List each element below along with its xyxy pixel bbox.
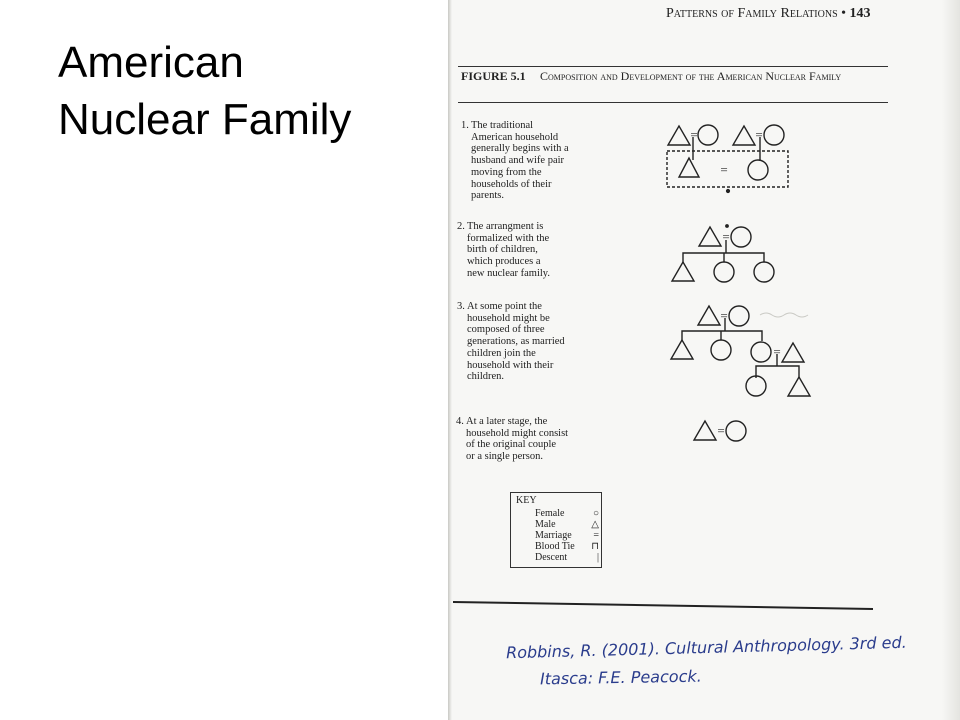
female-icon	[726, 421, 746, 441]
dot-mark	[727, 190, 730, 193]
female-icon	[748, 160, 768, 180]
marriage-sign: =	[720, 162, 728, 177]
female-icon	[711, 340, 731, 360]
diagram-step-3	[671, 306, 810, 396]
figure-caption: Composition and Development of the American Nuclear Family	[540, 69, 842, 83]
male-icon	[782, 343, 804, 362]
female-icon	[729, 306, 749, 326]
female-icon	[764, 125, 784, 145]
pencil-mark	[760, 313, 808, 317]
marriage-sign: =	[722, 229, 730, 244]
female-icon	[698, 125, 718, 145]
step-4-line: of the original couple	[466, 439, 557, 451]
key-row-female	[535, 508, 599, 519]
female-icon	[746, 376, 766, 396]
slide-title-line-2: Nuclear Family	[58, 95, 352, 144]
step-1-line: moving from the	[471, 166, 542, 178]
step-1-line: parents.	[471, 190, 504, 202]
page-number: 143	[849, 6, 871, 21]
marriage-symbol-icon: =	[593, 530, 599, 541]
male-icon	[671, 340, 693, 359]
step-4-number: 4.	[456, 416, 464, 427]
key-label: Male	[535, 519, 556, 530]
key-label: Blood Tie	[535, 541, 575, 552]
key-row-male	[535, 519, 599, 530]
step-4-line: At a later stage, the	[466, 416, 548, 427]
running-head-text: Patterns of Family Relations	[666, 6, 838, 21]
key-label: Descent	[535, 552, 568, 563]
step-2-line: birth of children,	[467, 244, 538, 256]
male-icon	[672, 262, 694, 281]
male-icon	[733, 126, 755, 145]
male-icon	[788, 377, 810, 396]
key-label: Female	[535, 508, 565, 519]
step-3-line: household might be	[467, 312, 550, 324]
female-icon	[731, 227, 751, 247]
step-4-line: household might consist	[466, 427, 569, 439]
running-head-separator: •	[841, 6, 850, 21]
figure-label: FIGURE 5.1	[461, 69, 526, 83]
male-icon	[679, 158, 699, 177]
female-icon	[754, 262, 774, 282]
female-icon	[714, 262, 734, 282]
step-3-line: At some point the	[467, 301, 542, 312]
citation-line-1: Robbins, R. (2001). Cultural Anthropology. 3rd ed.	[505, 632, 907, 663]
male-symbol-icon: △	[591, 519, 599, 530]
marriage-sign: =	[690, 127, 698, 142]
slide-title-line-1: American	[58, 38, 244, 87]
marriage-sign: =	[720, 308, 728, 323]
male-icon	[698, 306, 720, 325]
blood-tie-symbol-icon: ⊓	[591, 541, 599, 552]
male-icon	[694, 421, 716, 440]
step-1-line: generally begins with a	[471, 143, 569, 155]
key-box	[510, 492, 602, 568]
step-1-line: households of their	[471, 178, 552, 190]
step-3-line: household with their	[467, 359, 554, 371]
dot-mark	[726, 225, 728, 227]
male-icon	[699, 227, 721, 246]
page-bottom-rule	[453, 602, 873, 609]
step-2-line: new nuclear family.	[467, 267, 550, 279]
step-3-line: generations, as married	[467, 336, 565, 348]
step-1-line: husband and wife pair	[471, 155, 565, 167]
marriage-sign: =	[717, 423, 725, 438]
marriage-sign: =	[773, 344, 781, 359]
key-label: Marriage	[535, 530, 572, 541]
step-2-number: 2.	[457, 221, 465, 232]
step-3-line: composed of three	[467, 324, 545, 336]
step-3-number: 3.	[457, 301, 465, 312]
blood-tie-line	[756, 366, 799, 378]
citation-line-2: Itasca: F.E. Peacock.	[539, 666, 702, 689]
step-4-line: or a single person.	[466, 451, 543, 463]
male-icon	[668, 126, 690, 145]
step-3-line: children join the	[467, 347, 536, 359]
step-1-line: American household	[471, 131, 559, 143]
key-row-descent	[535, 552, 599, 563]
key-row-blood-tie	[535, 541, 599, 552]
step-1-line: The traditional	[471, 120, 534, 131]
descent-symbol-icon: |	[596, 552, 599, 563]
female-icon	[751, 342, 771, 362]
diagram-step-1	[667, 125, 788, 192]
step-1-number: 1.	[461, 120, 469, 131]
step-2-line: which produces a	[467, 256, 541, 268]
marriage-sign: =	[755, 127, 763, 142]
female-symbol-icon: ○	[592, 508, 599, 519]
key-row-marriage	[535, 530, 599, 541]
step-2-line: The arrangment is	[467, 221, 544, 232]
step-2-line: formalized with the	[467, 232, 550, 244]
step-3-line: children.	[467, 371, 505, 383]
key-title: KEY	[516, 495, 537, 506]
